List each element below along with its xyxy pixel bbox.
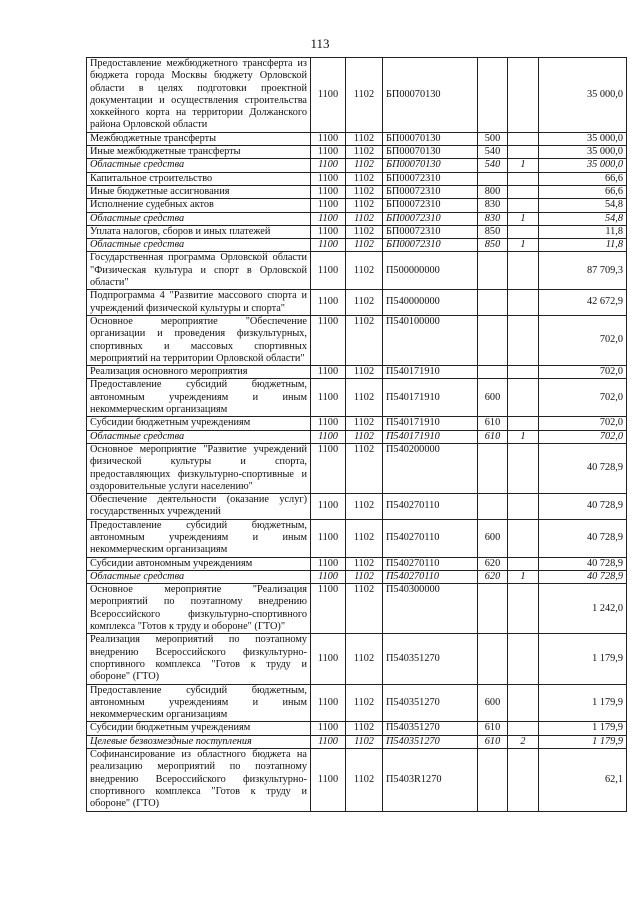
table-row	[87, 252, 627, 290]
subsection-code-cell: 1102	[346, 722, 383, 735]
table-row	[87, 519, 627, 557]
target-article-cell: БП00072310	[383, 199, 478, 212]
amount-cell: 702,0	[539, 315, 627, 365]
funding-source-cell	[508, 185, 539, 198]
table-row	[87, 430, 627, 443]
expense-type-cell	[478, 172, 508, 185]
table-row	[87, 722, 627, 735]
row-name-cell: Софинансирование из областного бюджета на реализацию мероприятий по поэтапному внедрению Всероссийского физкультурно-спортивного комплекса "Готов к труду и обороне" (ГТО)	[87, 749, 311, 811]
expense-type-cell	[478, 252, 508, 290]
funding-source-cell	[508, 199, 539, 212]
row-name-cell: Реализация основного мероприятия	[87, 366, 311, 379]
funding-source-cell: 1	[508, 212, 539, 225]
section-code-cell: 1100	[311, 185, 346, 198]
page-number: 113	[310, 36, 330, 51]
subsection-code-cell: 1102	[346, 749, 383, 811]
section-code-cell: 1100	[311, 570, 346, 583]
amount-cell: 1 179,9	[539, 684, 627, 722]
expense-type-cell: 600	[478, 379, 508, 417]
expense-type-cell	[478, 749, 508, 811]
table-row	[87, 290, 627, 316]
expense-type-cell: 620	[478, 570, 508, 583]
amount-cell: 35 000,0	[539, 132, 627, 145]
expense-type-cell: 610	[478, 735, 508, 748]
subsection-code-cell: 1102	[346, 185, 383, 198]
table-row	[87, 146, 627, 159]
target-article-cell: П540270110	[383, 557, 478, 570]
row-name-cell: Реализация мероприятий по поэтапному внедрению Всероссийского физкультурно-спортивного комплекса "Готов к труду и обороне" (ГТО)	[87, 634, 311, 684]
subsection-code-cell: 1102	[346, 557, 383, 570]
funding-source-cell: 1	[508, 570, 539, 583]
subsection-code-cell: 1102	[346, 584, 383, 634]
funding-source-cell: 1	[508, 159, 539, 172]
subsection-code-cell: 1102	[346, 634, 383, 684]
amount-cell: 702,0	[539, 366, 627, 379]
target-article-cell: БП00070130	[383, 58, 478, 133]
expense-type-cell	[478, 290, 508, 316]
amount-cell: 35 000,0	[539, 146, 627, 159]
section-code-cell: 1100	[311, 417, 346, 430]
funding-source-cell: 1	[508, 430, 539, 443]
section-code-cell: 1100	[311, 749, 346, 811]
amount-cell: 11,8	[539, 239, 627, 252]
section-code-cell: 1100	[311, 735, 346, 748]
row-name-cell: Субсидии автономным учреждениям	[87, 557, 311, 570]
amount-cell: 1 242,0	[539, 584, 627, 634]
table-row	[87, 58, 627, 133]
subsection-code-cell: 1102	[346, 212, 383, 225]
amount-cell: 62,1	[539, 749, 627, 811]
target-article-cell: БП00070130	[383, 159, 478, 172]
subsection-code-cell: 1102	[346, 225, 383, 238]
section-code-cell: 1100	[311, 722, 346, 735]
section-code-cell: 1100	[311, 172, 346, 185]
target-article-cell: П5403R1270	[383, 749, 478, 811]
funding-source-cell	[508, 584, 539, 634]
table-row	[87, 417, 627, 430]
amount-cell: 40 728,9	[539, 570, 627, 583]
funding-source-cell	[508, 225, 539, 238]
row-name-cell: Подпрограмма 4 "Развитие массового спорта и учреждений физической культуры и спорта"	[87, 290, 311, 316]
funding-source-cell: 1	[508, 239, 539, 252]
expense-type-cell	[478, 443, 508, 493]
target-article-cell: БП00072310	[383, 225, 478, 238]
target-article-cell: П540270110	[383, 494, 478, 520]
subsection-code-cell: 1102	[346, 252, 383, 290]
subsection-code-cell: 1102	[346, 58, 383, 133]
subsection-code-cell: 1102	[346, 684, 383, 722]
row-name-cell: Основное мероприятие "Развитие учреждений физической культуры и спорта, предоставляющих физкультурно-спортивные и оздоровительные услуги населению"	[87, 443, 311, 493]
section-code-cell: 1100	[311, 315, 346, 365]
funding-source-cell	[508, 684, 539, 722]
target-article-cell: П540171910	[383, 430, 478, 443]
target-article-cell: П540270110	[383, 519, 478, 557]
subsection-code-cell: 1102	[346, 159, 383, 172]
row-name-cell: Исполнение судебных актов	[87, 199, 311, 212]
table-row	[87, 366, 627, 379]
row-name-cell: Межбюджетные трансферты	[87, 132, 311, 145]
funding-source-cell	[508, 58, 539, 133]
amount-cell: 1 179,9	[539, 634, 627, 684]
subsection-code-cell: 1102	[346, 172, 383, 185]
amount-cell: 40 728,9	[539, 494, 627, 520]
amount-cell: 42 672,9	[539, 290, 627, 316]
section-code-cell: 1100	[311, 58, 346, 133]
expense-type-cell	[478, 584, 508, 634]
expense-type-cell	[478, 634, 508, 684]
funding-source-cell	[508, 443, 539, 493]
target-article-cell: П540351270	[383, 735, 478, 748]
table-row	[87, 494, 627, 520]
amount-cell: 11,8	[539, 225, 627, 238]
section-code-cell: 1100	[311, 132, 346, 145]
subsection-code-cell: 1102	[346, 443, 383, 493]
section-code-cell: 1100	[311, 199, 346, 212]
table-row	[87, 684, 627, 722]
subsection-code-cell: 1102	[346, 199, 383, 212]
table-row	[87, 199, 627, 212]
amount-cell: 1 179,9	[539, 722, 627, 735]
budget-table	[86, 57, 627, 812]
row-name-cell: Субсидии бюджетным учреждениям	[87, 417, 311, 430]
subsection-code-cell: 1102	[346, 570, 383, 583]
table-row	[87, 557, 627, 570]
row-name-cell: Государственная программа Орловской области "Физическая культура и спорт в Орловской области"	[87, 252, 311, 290]
funding-source-cell	[508, 722, 539, 735]
funding-source-cell	[508, 379, 539, 417]
funding-source-cell	[508, 634, 539, 684]
target-article-cell: БП00072310	[383, 185, 478, 198]
target-article-cell: П540351270	[383, 634, 478, 684]
target-article-cell: П540000000	[383, 290, 478, 316]
amount-cell: 35 000,0	[539, 58, 627, 133]
subsection-code-cell: 1102	[346, 146, 383, 159]
subsection-code-cell: 1102	[346, 366, 383, 379]
section-code-cell: 1100	[311, 494, 346, 520]
amount-cell: 702,0	[539, 417, 627, 430]
section-code-cell: 1100	[311, 634, 346, 684]
section-code-cell: 1100	[311, 239, 346, 252]
expense-type-cell: 540	[478, 146, 508, 159]
row-name-cell: Предоставление субсидий бюджетным, автономным учреждениям и иным некоммерческим организациям	[87, 379, 311, 417]
table-row	[87, 212, 627, 225]
expense-type-cell: 850	[478, 225, 508, 238]
row-name-cell: Областные средства	[87, 212, 311, 225]
section-code-cell: 1100	[311, 430, 346, 443]
table-row	[87, 634, 627, 684]
funding-source-cell	[508, 252, 539, 290]
table-row	[87, 159, 627, 172]
target-article-cell: БП00072310	[383, 212, 478, 225]
amount-cell: 40 728,9	[539, 519, 627, 557]
target-article-cell: П540171910	[383, 379, 478, 417]
funding-source-cell	[508, 749, 539, 811]
row-name-cell: Предоставление субсидий бюджетным, автономным учреждениям и иным некоммерческим организациям	[87, 684, 311, 722]
amount-cell: 87 709,3	[539, 252, 627, 290]
expense-type-cell: 620	[478, 557, 508, 570]
subsection-code-cell: 1102	[346, 417, 383, 430]
target-article-cell: П540351270	[383, 684, 478, 722]
expense-type-cell	[478, 58, 508, 133]
row-name-cell: Областные средства	[87, 159, 311, 172]
subsection-code-cell: 1102	[346, 315, 383, 365]
amount-cell: 35 000,0	[539, 159, 627, 172]
section-code-cell: 1100	[311, 379, 346, 417]
table-row	[87, 735, 627, 748]
section-code-cell: 1100	[311, 584, 346, 634]
subsection-code-cell: 1102	[346, 735, 383, 748]
expense-type-cell: 610	[478, 722, 508, 735]
row-name-cell: Основное мероприятие "Реализация мероприятий по поэтапному внедрению Всероссийского физкультурно-спортивного комплекса "Готов к труду и обороне" (ГТО)"	[87, 584, 311, 634]
subsection-code-cell: 1102	[346, 379, 383, 417]
table-row	[87, 132, 627, 145]
section-code-cell: 1100	[311, 519, 346, 557]
expense-type-cell: 600	[478, 519, 508, 557]
subsection-code-cell: 1102	[346, 430, 383, 443]
row-name-cell: Субсидии бюджетным учреждениям	[87, 722, 311, 735]
target-article-cell: БП00070130	[383, 146, 478, 159]
target-article-cell: БП00072310	[383, 239, 478, 252]
funding-source-cell	[508, 146, 539, 159]
expense-type-cell: 610	[478, 430, 508, 443]
amount-cell: 40 728,9	[539, 443, 627, 493]
funding-source-cell	[508, 132, 539, 145]
table-row	[87, 570, 627, 583]
table-row	[87, 443, 627, 493]
target-article-cell: П540200000	[383, 443, 478, 493]
amount-cell: 40 728,9	[539, 557, 627, 570]
row-name-cell: Предоставление субсидий бюджетным, автономным учреждениям и иным некоммерческим организациям	[87, 519, 311, 557]
expense-type-cell: 800	[478, 185, 508, 198]
table-row	[87, 239, 627, 252]
table-row	[87, 225, 627, 238]
expense-type-cell: 540	[478, 159, 508, 172]
amount-cell: 702,0	[539, 430, 627, 443]
section-code-cell: 1100	[311, 159, 346, 172]
row-name-cell: Обеспечение деятельности (оказание услуг) государственных учреждений	[87, 494, 311, 520]
amount-cell: 66,6	[539, 172, 627, 185]
expense-type-cell: 610	[478, 417, 508, 430]
funding-source-cell	[508, 494, 539, 520]
target-article-cell: П540270110	[383, 570, 478, 583]
subsection-code-cell: 1102	[346, 290, 383, 316]
section-code-cell: 1100	[311, 252, 346, 290]
row-name-cell: Уплата налогов, сборов и иных платежей	[87, 225, 311, 238]
row-name-cell: Иные бюджетные ассигнования	[87, 185, 311, 198]
expense-type-cell: 830	[478, 212, 508, 225]
section-code-cell: 1100	[311, 557, 346, 570]
row-name-cell: Капитальное строительство	[87, 172, 311, 185]
target-article-cell: П540171910	[383, 366, 478, 379]
subsection-code-cell: 1102	[346, 519, 383, 557]
target-article-cell: П540100000	[383, 315, 478, 365]
expense-type-cell: 830	[478, 199, 508, 212]
table-row	[87, 584, 627, 634]
target-article-cell: П540300000	[383, 584, 478, 634]
row-name-cell: Целевые безвозмездные поступления	[87, 735, 311, 748]
section-code-cell: 1100	[311, 225, 346, 238]
subsection-code-cell: 1102	[346, 132, 383, 145]
section-code-cell: 1100	[311, 684, 346, 722]
subsection-code-cell: 1102	[346, 239, 383, 252]
expense-type-cell	[478, 494, 508, 520]
row-name-cell: Областные средства	[87, 430, 311, 443]
target-article-cell: БП00070130	[383, 132, 478, 145]
target-article-cell: П500000000	[383, 252, 478, 290]
section-code-cell: 1100	[311, 290, 346, 316]
table-row	[87, 185, 627, 198]
table-row	[87, 172, 627, 185]
section-code-cell: 1100	[311, 212, 346, 225]
funding-source-cell	[508, 172, 539, 185]
row-name-cell: Областные средства	[87, 570, 311, 583]
target-article-cell: П540171910	[383, 417, 478, 430]
expense-type-cell: 600	[478, 684, 508, 722]
expense-type-cell: 500	[478, 132, 508, 145]
section-code-cell: 1100	[311, 146, 346, 159]
funding-source-cell	[508, 557, 539, 570]
amount-cell: 1 179,9	[539, 735, 627, 748]
amount-cell: 54,8	[539, 212, 627, 225]
amount-cell: 66,6	[539, 185, 627, 198]
amount-cell: 702,0	[539, 379, 627, 417]
expense-type-cell: 850	[478, 239, 508, 252]
funding-source-cell	[508, 519, 539, 557]
funding-source-cell	[508, 290, 539, 316]
funding-source-cell	[508, 315, 539, 365]
row-name-cell: Областные средства	[87, 239, 311, 252]
row-name-cell: Основное мероприятие "Обеспечение организации и проведения физкультурных, спортивных и массовых спортивных мероприятий на территории Орловской области"	[87, 315, 311, 365]
table-row	[87, 379, 627, 417]
funding-source-cell	[508, 417, 539, 430]
expense-type-cell	[478, 366, 508, 379]
row-name-cell: Предоставление межбюджетного трансферта из бюджета города Москвы бюджету Орловской области в целях подготовки проектной документации и осуществления строительства хоккейного корта на территории Должанского района Орловской области	[87, 58, 311, 133]
table-row	[87, 315, 627, 365]
section-code-cell: 1100	[311, 443, 346, 493]
section-code-cell: 1100	[311, 366, 346, 379]
subsection-code-cell: 1102	[346, 494, 383, 520]
row-name-cell: Иные межбюджетные трансферты	[87, 146, 311, 159]
target-article-cell: П540351270	[383, 722, 478, 735]
table-row	[87, 749, 627, 811]
expense-type-cell	[478, 315, 508, 365]
target-article-cell: БП00072310	[383, 172, 478, 185]
funding-source-cell	[508, 366, 539, 379]
funding-source-cell: 2	[508, 735, 539, 748]
amount-cell: 54,8	[539, 199, 627, 212]
